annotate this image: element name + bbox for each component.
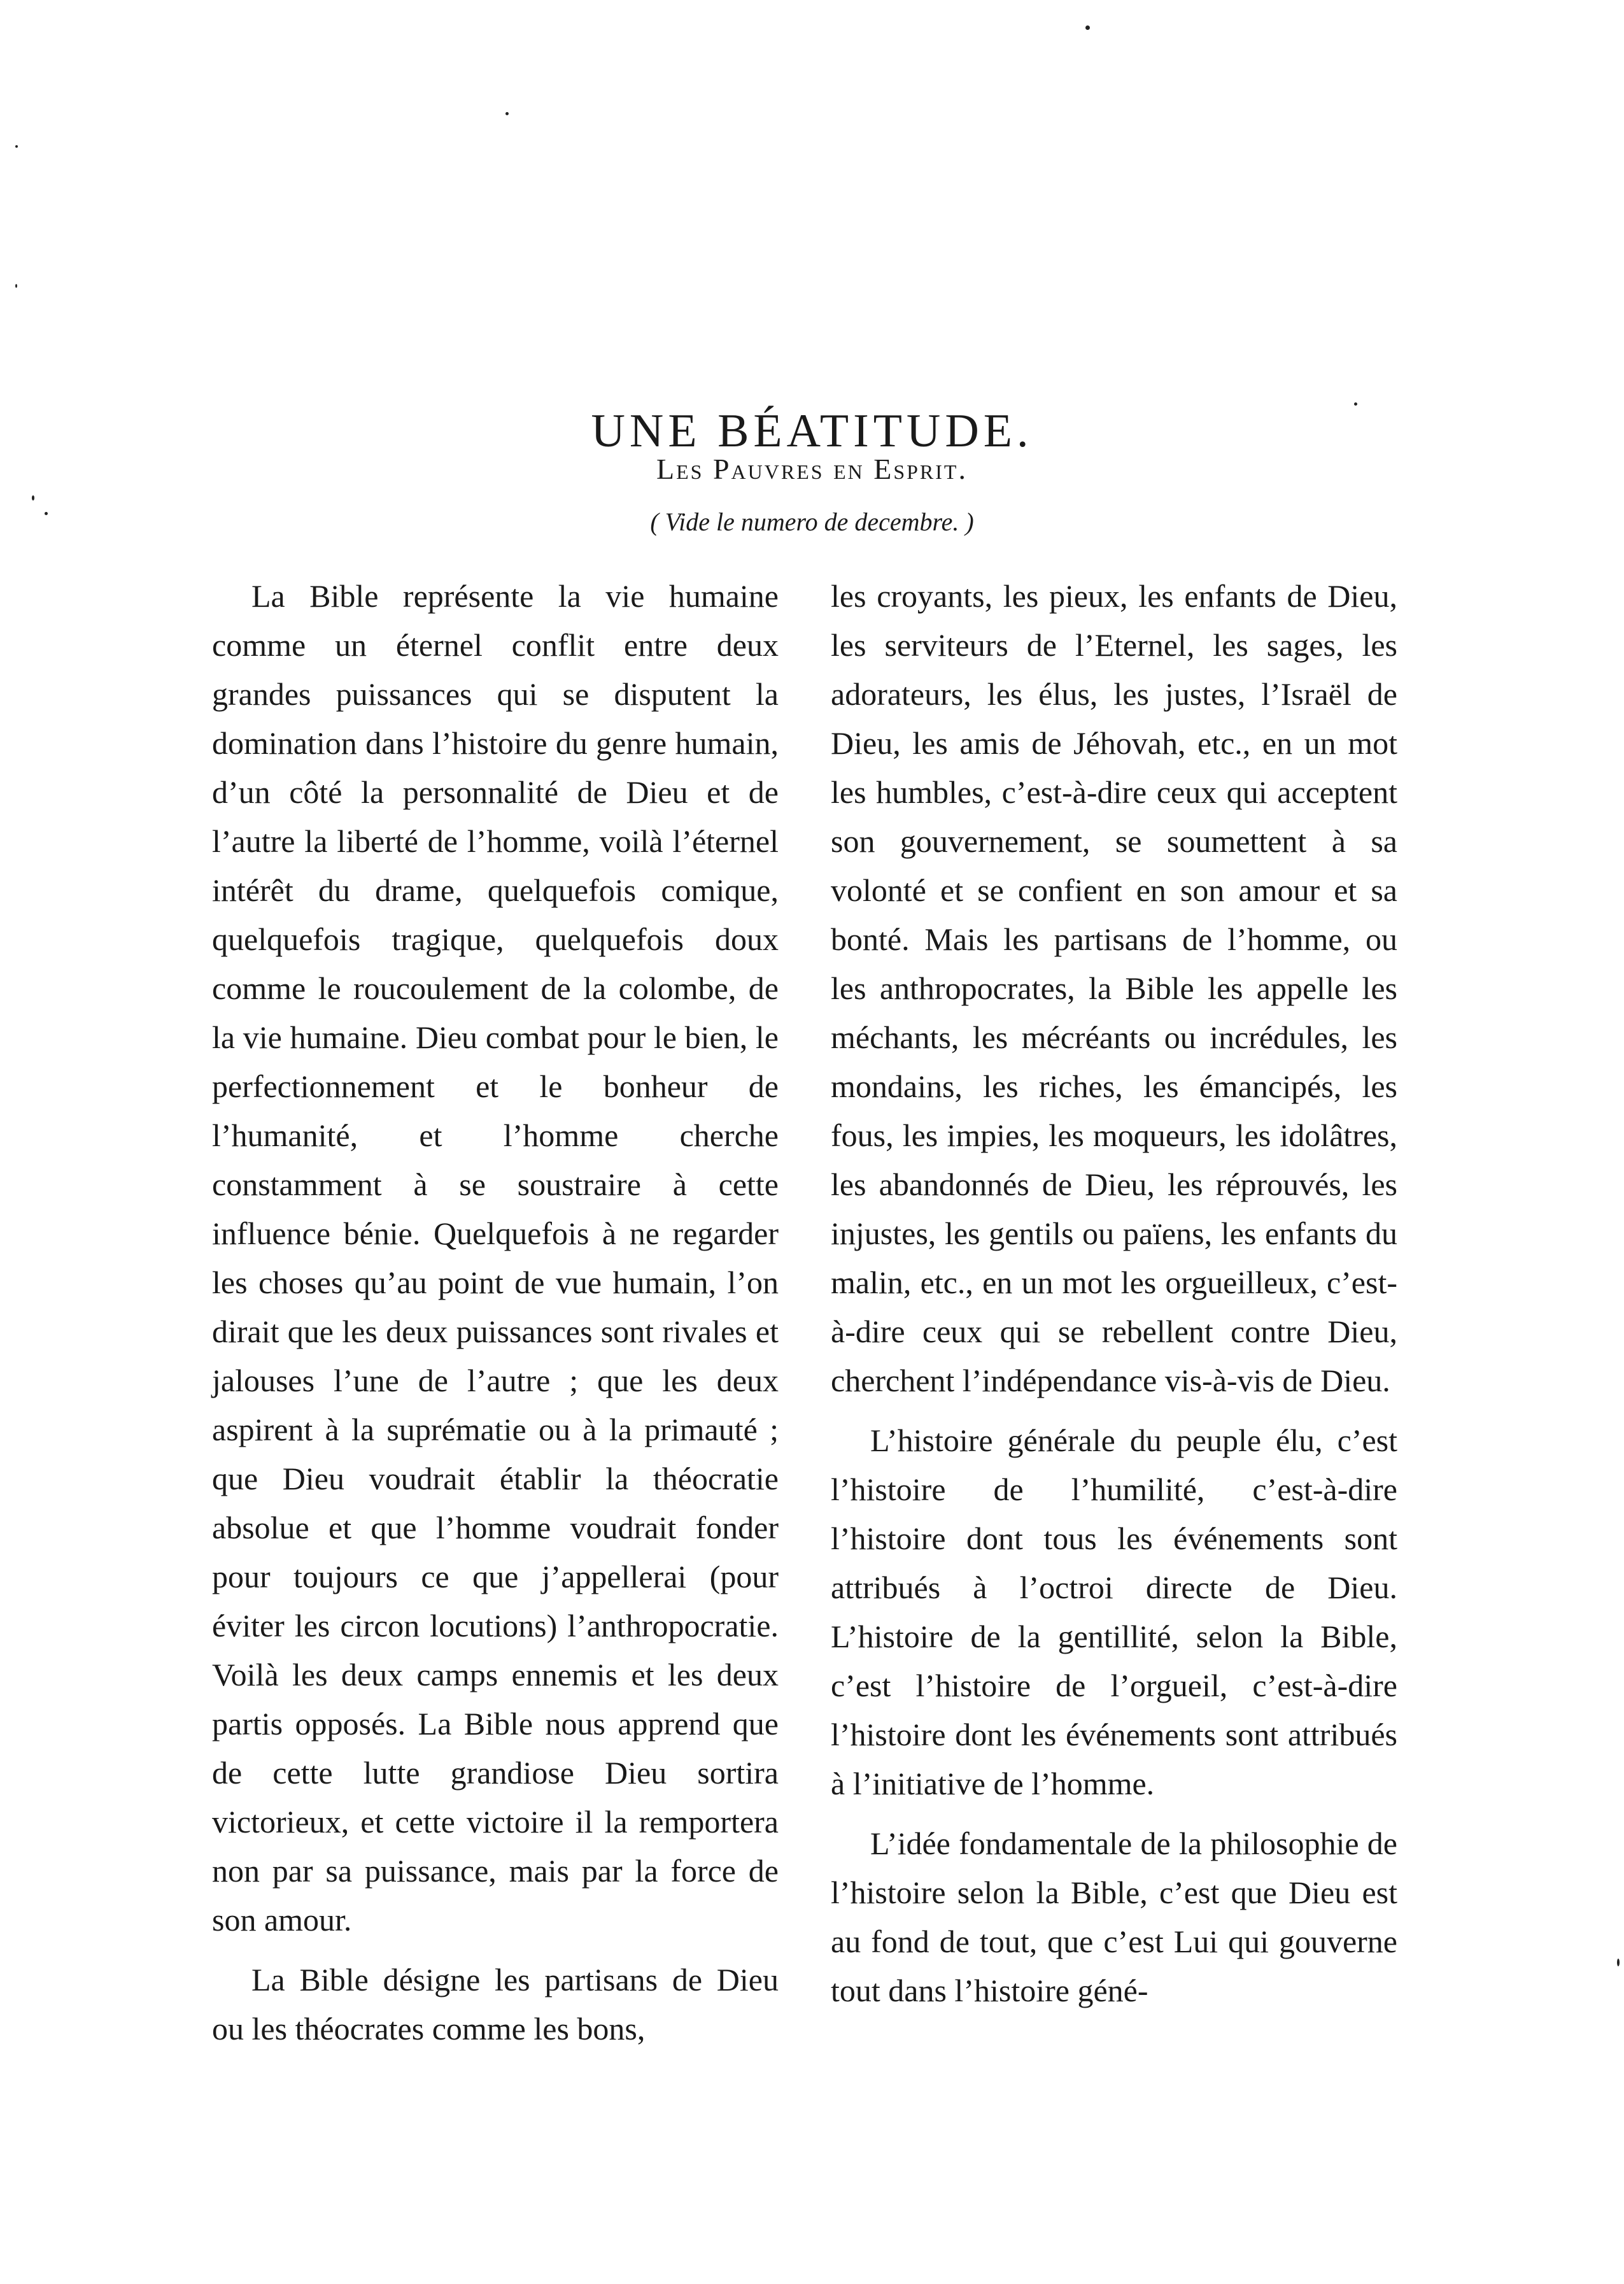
paragraph: L’idée fondamentale de la philosophie de l’histoire selon la Bible, c’est que Dieu est au fond de tout, que c’est Lui qui gouverne tout dans l’histoire géné- — [831, 1826, 1397, 2008]
scan-speck — [1354, 402, 1357, 406]
paragraph: L’histoire générale du peuple élu, c’est l’histoire de l’humilité, c’est-à-dire l’histoire dont tous les événements sont attribués à l’octroi directe de Dieu. L’histoire de la gentillité, selon la Bible, c’est l’histoire de l’orgueil, c’est-à-dire l’histoire dont les événements sont attribués à l’initiative de l’homme. — [831, 1422, 1397, 1801]
paragraph: La Bible représente la vie humaine comme un éternel conflit entre deux grandes puissances qui se disputent la domination dans l’histoire du genre humain, d’un côté la personnalité de Dieu et de l’autre la liberté de l’homme, voilà l’éternel intérêt du drame, quelquefois comique, quelquefois tragique, quelquefois doux comme le roucoulement de la colombe, de la vie humaine. Dieu combat pour le bien, le perfectionnement et le bonheur de l’humanité, et l’homme cherche constamment à se soustraire à cette influence bénie. Quelquefois à ne regarder les choses qu’au point de vue humain, l’on dirait que les deux puissances sont rivales et jalouses l’une de l’autre ; que les deux aspirent à la suprématie ou à la primauté ; que Dieu voudrait établir la théocratie absolue et que l’homme voudrait fonder pour toujours ce que j’appellerai (pour éviter les circon locutions) l’anthropocratie. Voilà les deux camps ennemis et les deux partis opposés. La Bible nous apprend que de cette lutte grandiose Dieu sortira victorieux, et cette victoire il la remportera non par sa puissance, mais par la force de son amour. — [212, 578, 779, 1938]
right-column — [831, 572, 1397, 2015]
paragraph: La Bible désigne les partisans de Dieu ou les théocrates comme les bons, — [212, 1962, 779, 2046]
scan-speck — [1085, 25, 1090, 30]
scan-speck — [15, 284, 17, 288]
scan-speck — [32, 495, 34, 500]
scan-speck — [15, 145, 18, 148]
article-subtitle: Les Pauvres en Esprit. — [656, 453, 968, 485]
scan-speck — [505, 112, 509, 115]
reference-note: ( Vide le numero de decembre. ) — [650, 507, 974, 536]
left-column — [212, 572, 779, 2053]
paragraph: les croyants, les pieux, les enfants de Dieu, les serviteurs de l’Eternel, les sages, les adorateurs, les élus, les justes, l’Israël de Dieu, les amis de Jéhovah, etc., en un mot les humbles, c’est-à-dire ceux qui acceptent son gouvernement, se soumettent à sa volonté et se confient en son amour et sa bonté. Mais les partisans de l’homme, ou les anthropocrates, la Bible les appelle les méchants, les mécréants ou incrédules, les mondains, les riches, les émancipés, les fous, les impies, les moqueurs, les idolâtres, les abandonnés de Dieu, les réprouvés, les injustes, les gentils ou païens, les enfants du malin, etc., en un mot les orgueilleux, c’est-à-dire ceux qui se rebellent contre Dieu, cherchent l’indépendance vis-à-vis de Dieu. — [831, 578, 1397, 1398]
article-title: UNE BÉATITUDE. — [591, 404, 1033, 457]
scan-speck — [1617, 1959, 1620, 1966]
